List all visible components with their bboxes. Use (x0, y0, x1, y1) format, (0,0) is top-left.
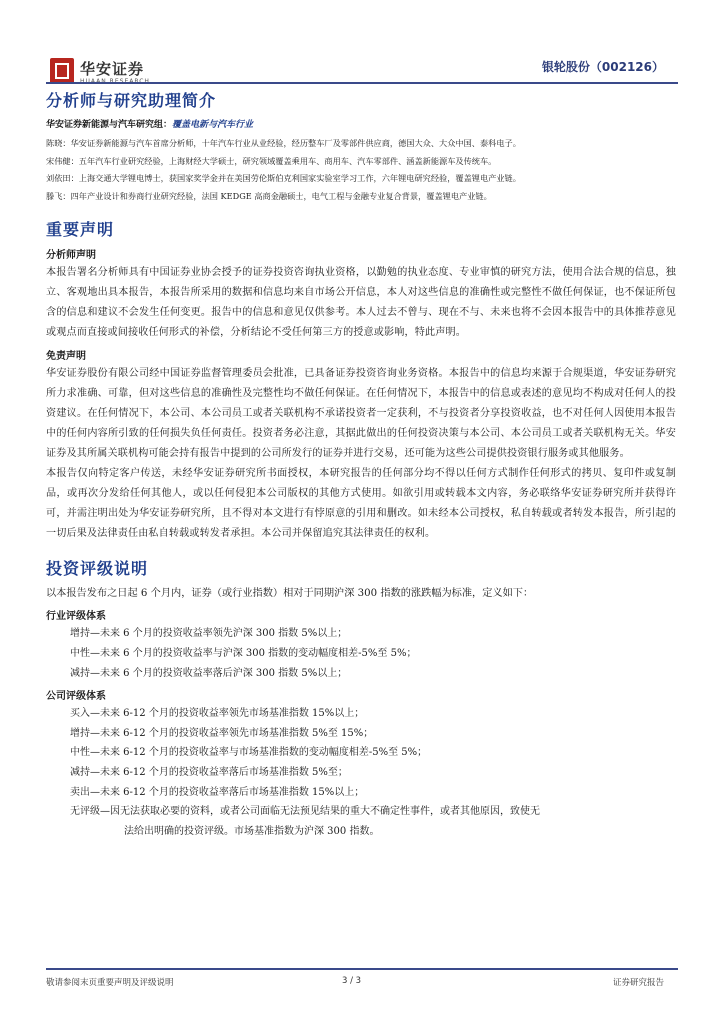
analyst-bio: 滕飞：四年产业设计和券商行业研究经验，法国 KEDGE 高商金融硕士，电气工程与金融专业复合背景，覆盖锂电产业链。 (46, 190, 492, 201)
huaan-logo-icon (50, 58, 74, 84)
page-header (46, 56, 678, 90)
team-name: 华安证券新能源与汽车研究组： (46, 120, 173, 130)
company-name: 银轮股份（002126） (541, 60, 664, 74)
company-rating-item: 中性—未来 6-12 个月的投资收益率与市场基准指数的变动幅度相差-5%至 5%； (70, 747, 428, 759)
logo-text: 华安证券 (80, 60, 145, 78)
team-line (46, 117, 676, 130)
industry-rating-item: 中性—未来 6 个月的投资收益率与沪深 300 指数的变动幅度相差-5%至 5%； (70, 647, 417, 659)
company-rating-item: 增持—未来 6-12 个月的投资收益率领先市场基准指数 5%至 15%； (70, 727, 374, 739)
rating-title: 投资评级说明 (46, 559, 149, 579)
page-footer (46, 968, 678, 990)
company-rating-title: 公司评级体系 (46, 691, 106, 703)
analyst-bio: 刘依田：上海交通大学锂电博士，获国家奖学金并在美国劳伦斯伯克利国家实验室学习工作，六年锂电研究经验，覆盖锂电产业链。 (46, 173, 521, 184)
analyst-bio: 陈晓：华安证券新能源与汽车首席分析师，十年汽车行业从业经验，经历整车厂及零部件供应商，德国大众、大众中国、泰科电子。 (46, 138, 521, 148)
no-rating-line-1: 无评级—因无法获取必要的资料，或者公司面临无法预见结果的重大不确定性事件，或者其他原因，致使无 (70, 806, 540, 818)
exemption-paragraph-1: 华安证券股份有限公司经中国证券监督管理委员会批准，已具备证券投资咨询业务资格。本报告中的信息均来源于合规渠道，华安证券研究所力求准确、可靠，但对这些信息的准确性及完整性均不做任何保证。在任何情况下，本报告中的信息或表述的意见均不构成对任何人的投资建议。在任何情况下，本公司、本公司员工或者关联机构不承诺投资者一定获利，不与投资者分享投资收益，也不对任何人因使用本报告中的任何内容所引致的任何损失负任何责任。投资者务必注意，其据此做出的任何投资决策与本公司、本公司员工或者关联机构无关。华安证券及其所属关联机构可能会持有报告中提到的公司所发行的证券并进行交易，还可能为这些公司提供投资银行服务或其他服务。 (46, 368, 676, 460)
analyst-statement-title: 分析师声明 (46, 250, 96, 262)
disclaimer-title: 重要声明 (46, 220, 115, 240)
analyst-bio: 宋伟健：五年汽车行业研究经验，上海财经大学硕士，研究领域覆盖乘用车、商用车、汽车零部件、涵盖新能源车及传统车。 (46, 155, 497, 166)
rating-intro: 以本报告发布之日起 6 个月内，证券（或行业指数）相对于同期沪深 300 指数的涨跌幅为标准，定义如下： (46, 588, 534, 600)
analyst-statement-text: 本报告署名分析师具有中国证券业协会授予的证券投资咨询执业资格，以勤勉的执业态度、专业审慎的研究方法，使用合法合规的信息，独立、客观地出具本报告，本报告所采用的数据和信息均来自市场公开信息，本人对这些信息的准确性或完整性不做任何保证，也不保证所包含的信息和建议不会发生任何变更。报告中的信息和意见仅供参考。本人过去不曾与、现在不与、未来也将不会因本报告中的具体推荐意见或观点而直接或间接收任何形式的补偿，分析结论不受任何第三方的授意或影响，特此声明。 (46, 267, 676, 339)
industry-rating-title: 行业评级体系 (46, 611, 106, 623)
page-number: 3 / 3 (342, 975, 362, 986)
industry-rating-item: 增持—未来 6 个月的投资收益率领先沪深 300 指数 5%以上； (70, 628, 348, 640)
header-divider (46, 82, 678, 84)
footer-note: 敬请参阅末页重要声明及评级说明 (46, 977, 174, 988)
no-rating-line-2: 法给出明确的投资评级。市场基准指数为沪深 300 指数。 (124, 825, 380, 837)
industry-rating-item: 减持—未来 6 个月的投资收益率落后沪深 300 指数 5%以上； (70, 667, 348, 679)
company-rating-item: 卖出—未来 6-12 个月的投资收益率落后市场基准指数 15%以上； (70, 786, 365, 798)
company-rating-item: 减持—未来 6-12 个月的投资收益率落后市场基准指数 5%至； (70, 766, 348, 778)
company-rating-item: 买入—未来 6-12 个月的投资收益率领先市场基准指数 15%以上； (70, 708, 365, 720)
exemption-paragraph-2: 本报告仅向特定客户传送，未经华安证券研究所书面授权，本研究报告的任何部分均不得以任何方式制作任何形式的拷贝、复印件或复制品，或再次分发给任何其他人，或以任何侵犯本公司版权的其他方式使用。如欲引用或转载本文内容，务必联络华安证券研究所并获得许可，并需注明出处为华安证券研究所，且不得对本文进行有悖原意的引用和删改。如未经本公司授权，私自转载或者转发本报告，所引起的一切后果及法律责任由私自转载或转发者承担。本公司并保留追究其法律责任的权利。 (46, 468, 676, 540)
report-type: 证券研究报告 (612, 977, 664, 988)
exemption-title: 免责声明 (46, 351, 86, 363)
analyst-intro-title: 分析师与研究助理简介 (46, 91, 217, 110)
page-content (46, 88, 676, 841)
team-scope: 覆盖电新与汽车行业 (172, 120, 254, 130)
